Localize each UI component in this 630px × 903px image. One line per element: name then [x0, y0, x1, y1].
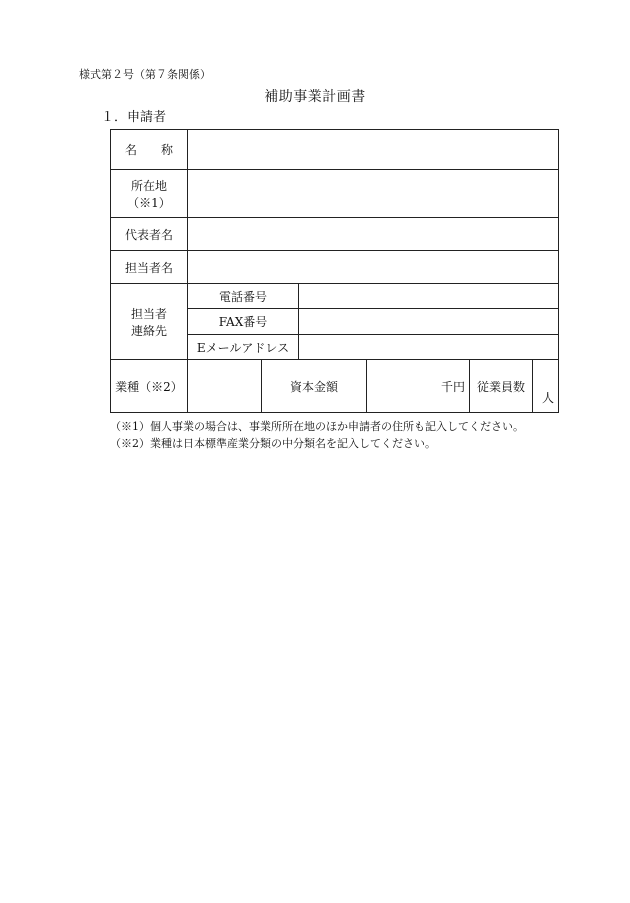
contact-label-line2: 連絡先: [130, 323, 167, 338]
person-in-charge-label: 担当者名: [111, 251, 188, 284]
phone-label: 電話番号: [188, 284, 299, 309]
industry-label: 業種（※2）: [111, 360, 188, 413]
form-number: 様式第２号（第７条関係）: [79, 68, 211, 81]
name-value-cell[interactable]: [188, 130, 559, 170]
contact-label: [111, 284, 188, 360]
employees-label: 従業員数: [470, 360, 533, 413]
phone-value-cell[interactable]: [299, 284, 559, 309]
industry-value-cell[interactable]: [188, 360, 262, 413]
person-in-charge-value-cell[interactable]: [188, 251, 559, 284]
name-label: 名 称: [111, 130, 188, 170]
section-heading: １．申請者: [101, 110, 167, 125]
representative-value-cell[interactable]: [188, 218, 559, 251]
location-label: [111, 170, 188, 218]
footnote-2: （※2）業種は日本標準産業分類の中分類名を記入してください。: [110, 437, 436, 450]
footnotes: [110, 418, 524, 452]
footnote-1: （※1）個人事業の場合は、事業所所在地のほか申請者の住所も記入してください。: [110, 420, 524, 433]
location-label-line2: （※1）: [127, 195, 171, 210]
email-label: Eメールアドレス: [188, 335, 299, 360]
fax-label: FAX番号: [188, 309, 299, 335]
employees-unit: 人: [533, 360, 559, 413]
representative-label: 代表者名: [111, 218, 188, 251]
location-label-line1: 所在地: [130, 178, 167, 193]
capital-label: 資本金額: [262, 360, 367, 413]
applicant-table: [110, 129, 559, 413]
fax-value-cell[interactable]: [299, 309, 559, 335]
location-value-cell[interactable]: [188, 170, 559, 218]
document-title: 補助事業計画書: [264, 89, 366, 105]
contact-label-line1: 担当者: [130, 306, 167, 321]
capital-unit: 千円: [367, 360, 470, 413]
email-value-cell[interactable]: [299, 335, 559, 360]
